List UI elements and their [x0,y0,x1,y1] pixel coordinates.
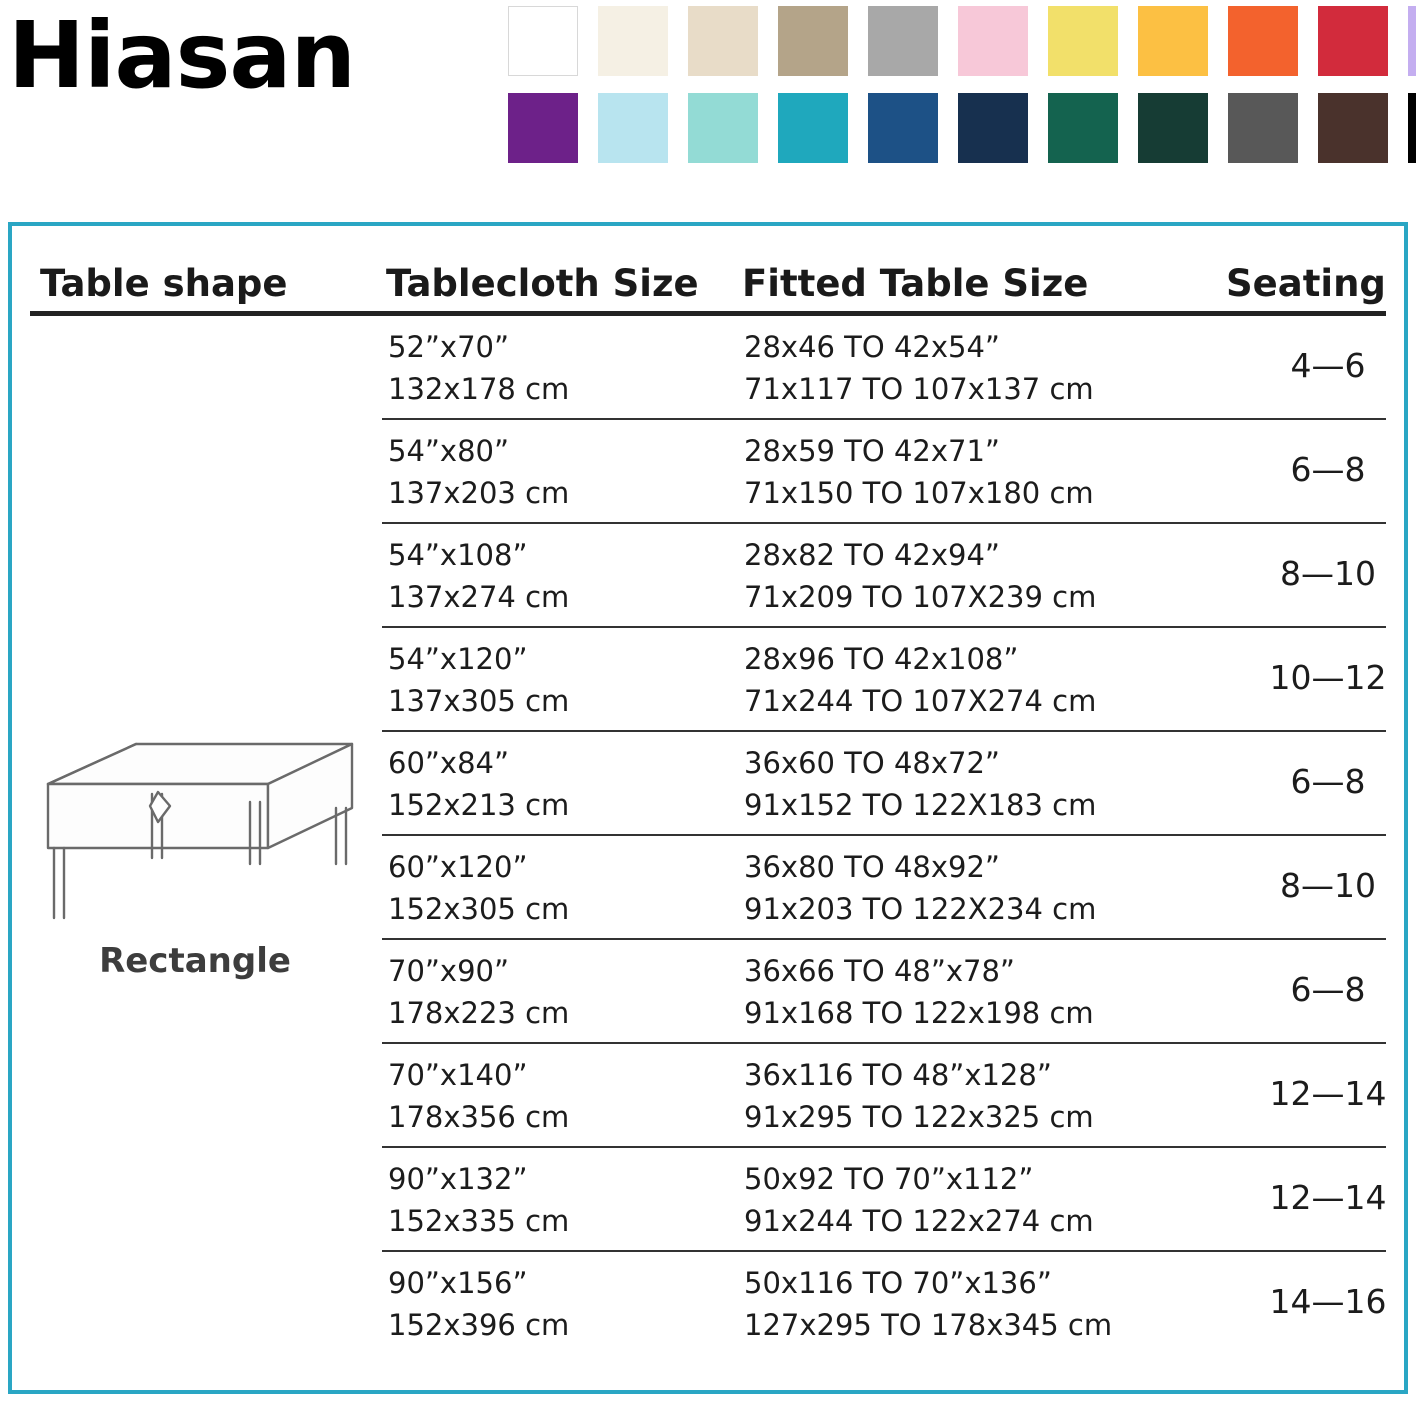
cell-tablecloth-size-inches: 90”x156” [388,1266,528,1300]
cell-tablecloth-size-cm: 152x213 cm [388,788,570,822]
table-row [382,628,1386,732]
table-header-row [30,244,1386,316]
shape-column [30,316,378,1356]
cell-tablecloth-size-cm: 152x305 cm [388,892,570,926]
color-swatch[interactable] [1138,6,1208,76]
color-swatch[interactable] [868,6,938,76]
table-row [382,836,1386,940]
color-swatch[interactable] [778,93,848,163]
cell-tablecloth-size-inches: 90”x132” [388,1162,528,1196]
color-swatch[interactable] [508,6,578,76]
cell-fitted-size-cm: 71x150 TO 107x180 cm [744,476,1094,510]
cell-fitted-size-cm: 71x209 TO 107X239 cm [744,580,1097,614]
color-swatch[interactable] [1408,6,1416,76]
cell-tablecloth-size-cm: 137x274 cm [388,580,570,614]
cell-fitted-size-inches: 28x59 TO 42x71” [744,434,1000,468]
table-row [382,420,1386,524]
cell-fitted-size-cm: 91x168 TO 122x198 cm [744,996,1094,1030]
cell-fitted-size-inches: 36x116 TO 48”x128” [744,1058,1052,1092]
color-swatch[interactable] [1048,6,1118,76]
cell-tablecloth-size-inches: 60”x84” [388,746,510,780]
header-seating: Seating [1226,262,1386,305]
cell-seating: 6—8 [1290,762,1366,801]
cell-tablecloth-size-inches: 70”x140” [388,1058,528,1092]
color-swatch[interactable] [688,6,758,76]
color-swatch-row-2 [508,93,1408,163]
cell-fitted-size-cm: 127x295 TO 178x345 cm [744,1308,1113,1342]
color-swatch[interactable] [1318,93,1388,163]
color-swatch[interactable] [1138,93,1208,163]
color-swatch[interactable] [1048,93,1118,163]
header-table-shape: Table shape [40,262,288,305]
cell-fitted-size-cm: 91x152 TO 122X183 cm [744,788,1097,822]
cell-seating: 6—8 [1290,450,1366,489]
data-rows-column [382,316,1386,1356]
brand-logo: Hiasan [8,2,355,109]
header-tablecloth-size: Tablecloth Size [386,262,699,305]
color-swatch[interactable] [688,93,758,163]
table-row [382,1044,1386,1148]
cell-tablecloth-size-cm: 178x223 cm [388,996,570,1030]
color-swatch[interactable] [958,6,1028,76]
cell-seating: 8—10 [1280,554,1376,593]
color-swatch[interactable] [868,93,938,163]
cell-tablecloth-size-cm: 178x356 cm [388,1100,570,1134]
color-swatch[interactable] [508,93,578,163]
table-body [30,316,1386,1356]
cell-fitted-size-inches: 28x82 TO 42x94” [744,538,1000,572]
color-swatch[interactable] [1318,6,1388,76]
page-header [0,0,1416,180]
color-swatch[interactable] [1228,93,1298,163]
cell-tablecloth-size-inches: 52”x70” [388,330,510,364]
cell-seating: 8—10 [1280,866,1376,905]
cell-tablecloth-size-cm: 137x203 cm [388,476,570,510]
table-row [382,524,1386,628]
cell-fitted-size-inches: 50x116 TO 70”x136” [744,1266,1052,1300]
color-swatch[interactable] [778,6,848,76]
cell-tablecloth-size-cm: 137x305 cm [388,684,570,718]
cell-tablecloth-size-cm: 132x178 cm [388,372,570,406]
table-row [382,732,1386,836]
cell-fitted-size-cm: 91x295 TO 122x325 cm [744,1100,1094,1134]
cell-fitted-size-inches: 36x60 TO 48x72” [744,746,1000,780]
cell-seating: 4—6 [1290,346,1366,385]
table-row [382,940,1386,1044]
cell-seating: 6—8 [1290,970,1366,1009]
cell-seating: 12—14 [1269,1074,1387,1113]
cell-fitted-size-cm: 91x203 TO 122X234 cm [744,892,1097,926]
color-swatch[interactable] [1228,6,1298,76]
cell-tablecloth-size-inches: 54”x120” [388,642,528,676]
color-swatch[interactable] [958,93,1028,163]
cell-tablecloth-size-inches: 60”x120” [388,850,528,884]
cell-fitted-size-inches: 36x66 TO 48”x78” [744,954,1015,988]
color-swatch-row-1 [508,6,1408,76]
cell-seating: 12—14 [1269,1178,1387,1217]
color-swatch[interactable] [1408,93,1416,163]
table-row [382,1148,1386,1252]
cell-seating: 10—12 [1269,658,1387,697]
cell-tablecloth-size-inches: 70”x90” [388,954,510,988]
color-swatch[interactable] [598,6,668,76]
cell-fitted-size-cm: 71x117 TO 107x137 cm [744,372,1094,406]
table-row [382,1252,1386,1356]
cell-fitted-size-inches: 28x46 TO 42x54” [744,330,1000,364]
rectangle-table-icon [40,736,360,926]
table-row [382,316,1386,420]
cell-fitted-size-inches: 50x92 TO 70”x112” [744,1162,1034,1196]
color-swatch-panel [508,6,1408,180]
cell-fitted-size-cm: 91x244 TO 122x274 cm [744,1204,1094,1238]
shape-label-rectangle: Rectangle [99,941,291,981]
header-fitted-table-size: Fitted Table Size [742,262,1089,305]
cell-seating: 14—16 [1269,1282,1387,1321]
cell-tablecloth-size-cm: 152x396 cm [388,1308,570,1342]
cell-fitted-size-cm: 71x244 TO 107X274 cm [744,684,1097,718]
cell-tablecloth-size-cm: 152x335 cm [388,1204,570,1238]
cell-tablecloth-size-inches: 54”x108” [388,538,528,572]
cell-tablecloth-size-inches: 54”x80” [388,434,510,468]
cell-fitted-size-inches: 36x80 TO 48x92” [744,850,1000,884]
color-swatch[interactable] [598,93,668,163]
cell-fitted-size-inches: 28x96 TO 42x108” [744,642,1019,676]
size-chart-container [8,222,1408,1394]
